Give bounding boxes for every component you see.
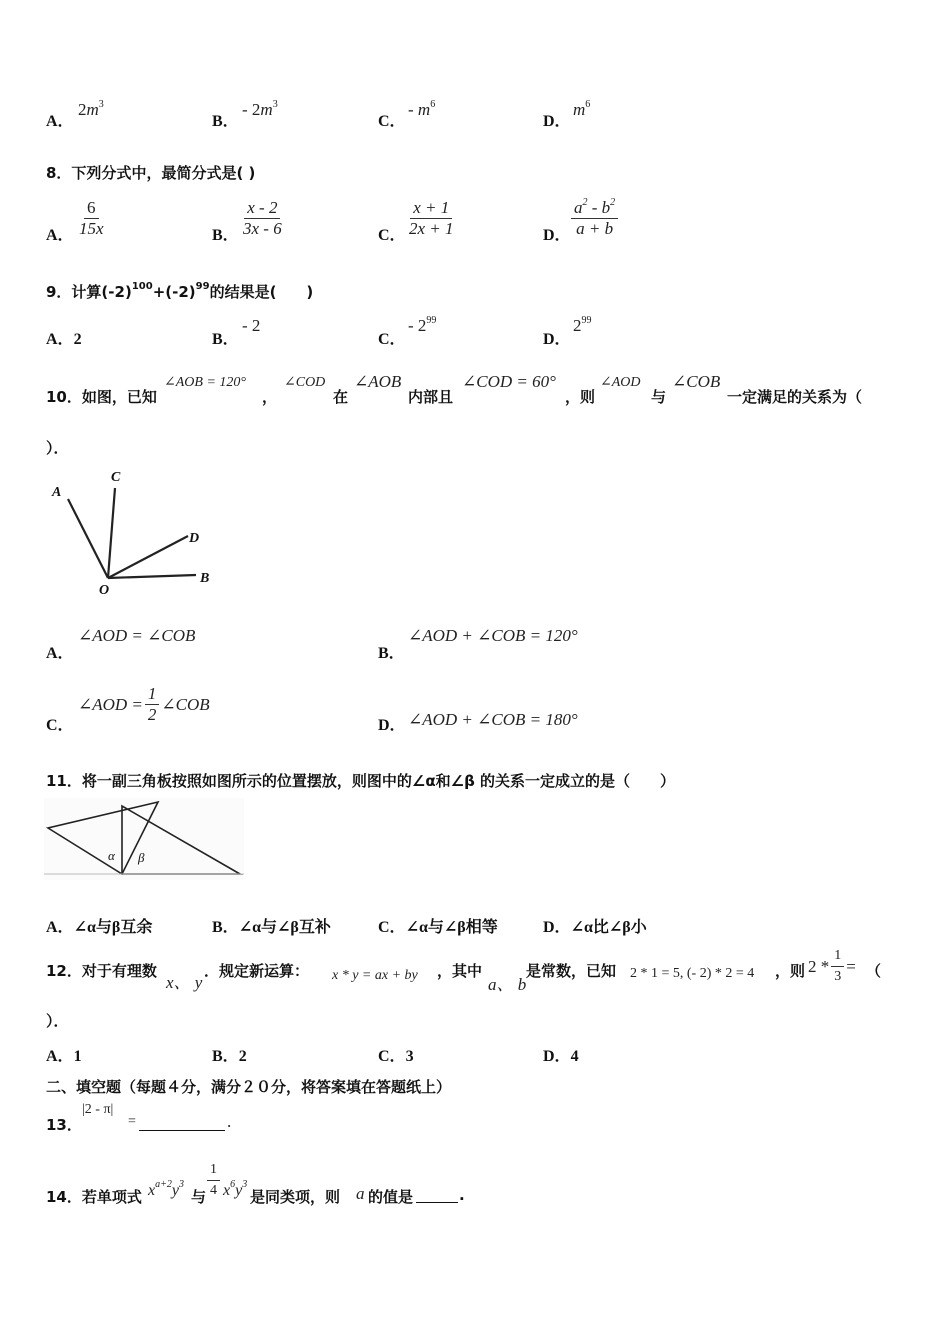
frac-denominator: 3x - 6 [243, 219, 282, 238]
q14-monomial-1: $x^{a+2}y^3$ [148, 1179, 184, 1199]
option-text: 2 [238, 1048, 247, 1065]
label-alpha: α [108, 848, 115, 863]
q12-math-ab: a、 b [488, 975, 527, 994]
option-label: B． [212, 227, 239, 244]
option-label: C． [378, 331, 406, 348]
q9-option-c[interactable] [378, 315, 437, 349]
q14-t3: 是同类项，则 [250, 1188, 341, 1206]
option-text-post: ∠COB [161, 694, 210, 714]
q12-t3: ，其中 [437, 962, 483, 980]
math-exp: 6 [430, 99, 436, 110]
q12-math-given: 2 * 1 = 5, (- 2) * 2 = 4 [630, 966, 755, 981]
frac-numerator: 1 [831, 946, 844, 967]
q9-option-b[interactable] [212, 316, 261, 349]
label-c: C [111, 470, 121, 485]
q12-option-b[interactable] [212, 1043, 247, 1066]
q7-option-c[interactable] [378, 99, 436, 131]
q14-fraction: $\frac{1}{4}$ [207, 1160, 220, 1201]
q13-number: 13． [46, 1116, 82, 1134]
ray-od [108, 536, 188, 578]
q14-period: . [459, 1186, 465, 1204]
q10-math-cob: ∠COB [672, 372, 721, 391]
option-text: 2 [73, 331, 82, 348]
q12-math-rule: x * y = ax + by [332, 968, 418, 983]
q10-option-d[interactable] [378, 710, 578, 735]
option-text: ∠AOD + ∠COB = 120° [408, 626, 578, 645]
math-exp: 6 [585, 99, 591, 110]
option-text: ∠α与β互余 [73, 919, 153, 936]
math-exp: 3 [98, 99, 104, 110]
q13-period: . [227, 1112, 232, 1131]
frac-numerator: 1 [145, 684, 160, 705]
q11-triangle-figure [44, 798, 244, 880]
q10-math-aod: ∠AOD [600, 375, 641, 390]
q14-t4: 的值是 [368, 1188, 414, 1206]
option-label: C． [46, 717, 74, 734]
q10-math-aob2: ∠AOB [354, 372, 402, 391]
q9-option-d[interactable] [543, 315, 592, 349]
q14-t2: 与 [191, 1188, 207, 1206]
option-text: ∠AOD = ∠COB [78, 626, 196, 645]
q12-option-d[interactable] [543, 1043, 579, 1066]
option-label: D． [543, 113, 571, 130]
q9-stem: 9．计算$(-2)^{100}+(-2)^{99}$的结果是( ) [46, 281, 314, 301]
frac-numerator: $a^2 - b^2$ [571, 198, 618, 219]
math-coef: 2 [78, 100, 87, 119]
frac-numerator: 6 [84, 198, 99, 219]
frac-denominator: a + b [576, 219, 614, 238]
option-label: D． [543, 227, 571, 244]
q10-t2: ， [262, 388, 278, 406]
q12-option-c[interactable] [378, 1043, 414, 1066]
math-exp: 99 [426, 315, 437, 326]
option-text: ∠α比∠β小 [570, 919, 647, 936]
option-text-pre: ∠AOD = [78, 694, 143, 714]
option-text: - 2 [242, 316, 261, 335]
option-text: ∠α与∠β互补 [238, 919, 331, 936]
option-label: C． [378, 1048, 406, 1065]
option-label: D． [543, 331, 571, 348]
q12-math-xy: x、 y [166, 973, 203, 992]
frac-denominator: 2x + 1 [409, 219, 454, 238]
q13-expr: |2 - π| [82, 1102, 114, 1117]
q13-answer-blank[interactable] [139, 1114, 225, 1131]
q12-t4: 是常数，已知 [526, 962, 617, 980]
q14-answer-blank[interactable] [416, 1186, 458, 1203]
q11-stem: 11．将一副三角板按照如图所示的位置摆放，则图中的∠α和∠β 的关系一定成立的是（ ） [46, 772, 676, 790]
q10-math-cod: ∠COD [284, 375, 326, 390]
option-label: A． [46, 1048, 74, 1065]
math-var: m [260, 100, 273, 119]
option-label: D． [543, 1048, 571, 1065]
q12-math-ask: 2 * $\frac{1}{3}$ = [808, 946, 856, 987]
option-label: C． [378, 919, 406, 936]
option-text: 4 [570, 1048, 579, 1065]
option-label: B． [378, 645, 405, 662]
label-a: A [52, 485, 62, 500]
q7-option-d[interactable] [543, 99, 591, 131]
frac-denominator: 15x [79, 219, 104, 238]
section-2-heading: 二、填空题（每题４分，满分２０分，将答案填在答题纸上） [46, 1078, 452, 1096]
q12-t1: 12．对于有理数 [46, 962, 157, 980]
label-beta: β [138, 850, 145, 865]
q10-t6: 与 [651, 388, 667, 406]
option-text: ∠AOD + ∠COB = 180° [408, 710, 578, 729]
option-label: B． [212, 919, 239, 936]
ray-oc [108, 488, 115, 578]
math-exp: 3 [272, 99, 278, 110]
frac-denominator: 3 [834, 969, 842, 984]
math-var: m [417, 100, 431, 119]
q12-t2: ．规定新运算： [204, 962, 310, 980]
q11-option-d[interactable] [543, 914, 647, 937]
option-label: C． [378, 113, 406, 130]
option-label: B． [212, 1048, 239, 1065]
q8-stem: 8．下列分式中，最简分式是( ) [46, 164, 256, 182]
option-label: A． [46, 113, 74, 130]
option-label: C． [378, 227, 406, 244]
q14-var-a: a [356, 1184, 365, 1203]
q7-option-a[interactable] [46, 99, 104, 131]
q12-t5: ，则 [775, 962, 806, 980]
option-label: B． [212, 113, 239, 130]
option-text: 2 [573, 316, 582, 335]
option-text: 1 [73, 1048, 82, 1065]
q10-t8: ）． [46, 439, 69, 457]
ray-oa [68, 499, 108, 578]
frac-denominator: 2 [147, 705, 157, 724]
option-label: A． [46, 645, 74, 662]
q10-math-aob: ∠AOB = 120° [164, 375, 246, 390]
label-b: B [200, 571, 210, 586]
q11-option-b[interactable] [212, 914, 331, 937]
option-text: ∠α与∠β相等 [405, 919, 498, 936]
q11-option-c[interactable] [378, 914, 498, 937]
q10-math-cod60: ∠COD = 60° [462, 372, 556, 391]
q10-option-a[interactable] [46, 626, 196, 663]
math-coef: - [408, 100, 418, 119]
math-coef: - 2 [242, 100, 261, 119]
option-label: D． [543, 919, 571, 936]
option-label: A． [46, 919, 74, 936]
q10-option-c[interactable] [46, 684, 210, 735]
q12-option-a[interactable] [46, 1043, 82, 1066]
q12-t6: （ [866, 962, 882, 980]
q10-t7: 一定满足的关系为（ [727, 388, 863, 406]
option-label: A． [46, 227, 74, 244]
q7-option-b[interactable] [212, 99, 278, 131]
q9-option-a[interactable] [46, 326, 82, 349]
q10-angle-figure [44, 466, 224, 596]
q10-t1: 10．如图，已知 [46, 388, 157, 406]
q13-equals: = [128, 1114, 136, 1129]
q14-t1: 14．若单项式 [46, 1188, 142, 1206]
option-label: A． [46, 331, 74, 348]
q10-option-b[interactable] [378, 626, 578, 663]
label-d: D [189, 531, 200, 546]
option-label: D． [378, 717, 406, 734]
q12-t7: ）． [46, 1012, 69, 1030]
math-var: m [86, 100, 99, 119]
frac-numerator: x - 2 [244, 198, 280, 219]
math-var: m [573, 100, 586, 119]
q10-t3: 在 [333, 388, 349, 406]
math-exp: 99 [581, 315, 592, 326]
label-o: O [99, 583, 110, 596]
q14-monomial-2: $x^6y^3$ [223, 1179, 248, 1199]
q10-t4: 内部且 [408, 388, 454, 406]
option-text: - 2 [408, 316, 427, 335]
option-label: B． [212, 331, 239, 348]
frac-numerator: x + 1 [410, 198, 452, 219]
option-text: 3 [405, 1048, 414, 1065]
q10-t5: ，则 [565, 388, 596, 406]
q11-option-a[interactable] [46, 914, 152, 937]
ray-ob [108, 575, 196, 578]
